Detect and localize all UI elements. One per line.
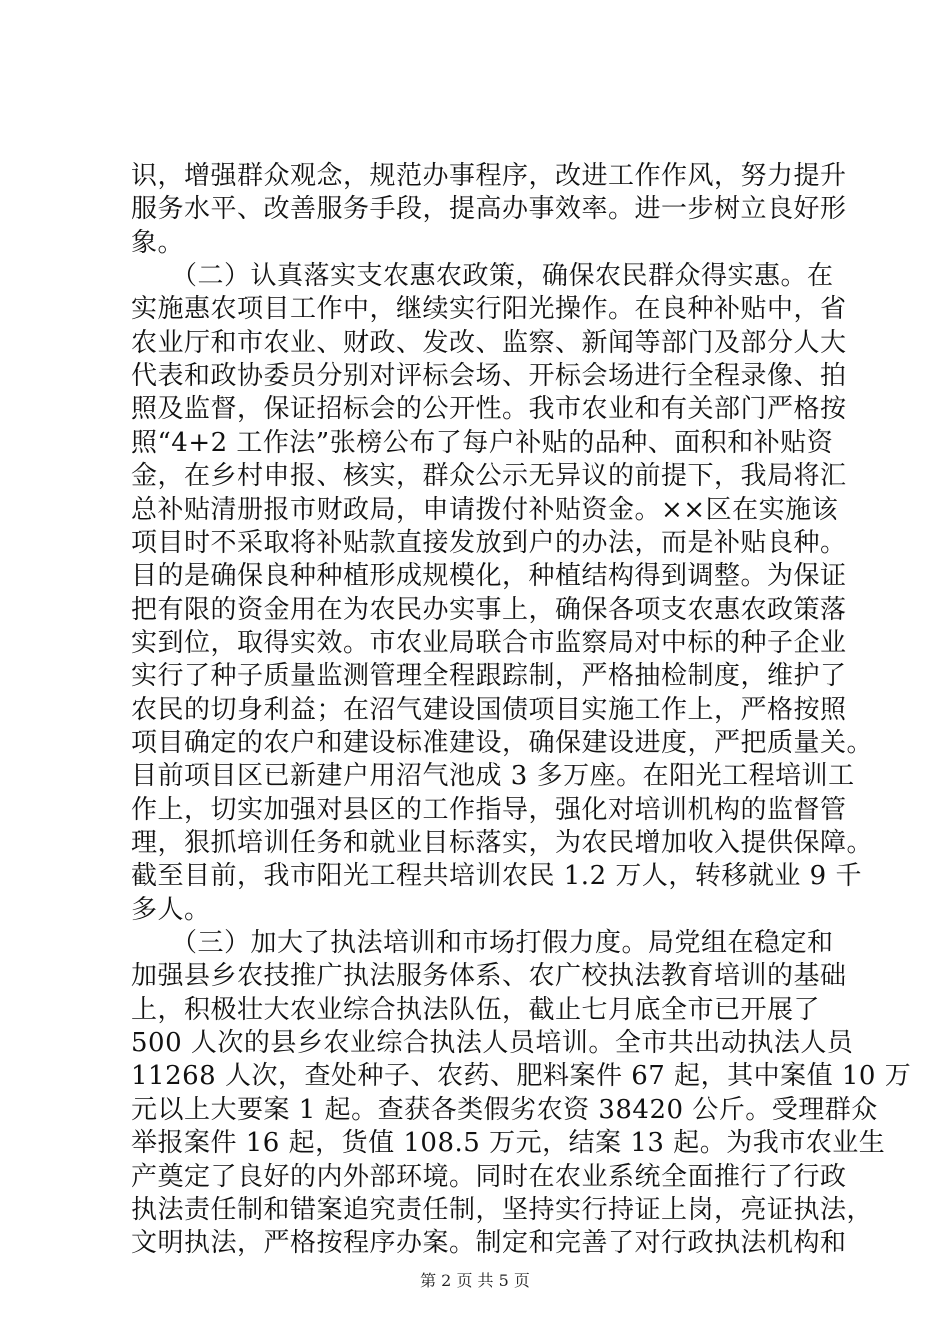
text-line: 元以上大要案 1 起。查获各类假劣农资 38420 公斤。受理群众: [131, 1094, 878, 1125]
text-line: 500 人次的县乡农业综合执法人员培训。全市共出动执法人员: [131, 1028, 854, 1059]
text-line: 实施惠农项目工作中，继续实行阳光操作。在良种补贴中，省: [131, 294, 847, 325]
text-line: 执法责任制和错案追究责任制，坚持实行持证上岗，亮证执法，: [131, 1194, 874, 1225]
text-line: 文明执法，严格按程序办案。制定和完善了对行政执法机构和: [131, 1228, 847, 1259]
text-line: 金，在乡村申报、核实，群众公示无异议的前提下，我局将汇: [131, 461, 847, 492]
text-line: 11268 人次，查处种子、农药、肥料案件 67 起，其中案值 10 万: [131, 1061, 912, 1092]
text-line: 理，狠抓培训任务和就业目标落实，为农民增加收入提供保障。: [131, 828, 874, 858]
text-line: 农民的切身利益；在沼气建设国债项目实施工作上，严格按照: [131, 694, 847, 725]
page-footer: 第 2 页 共 5 页: [420, 1271, 530, 1290]
text-line: 实到位，取得实效。市农业局联合市监察局对中标的种子企业: [131, 627, 847, 658]
text-line: 多人。: [131, 894, 211, 925]
text-line: 服务水平、改善服务手段，提高办事效率。进一步树立良好形: [131, 194, 847, 225]
text-line: 把有限的资金用在为农民办实事上，确保各项支农惠农政策落: [131, 594, 847, 625]
text-line: 作上，切实加强对县区的工作指导，强化对培训机构的监督管: [131, 794, 847, 825]
text-line: 识，增强群众观念，规范办事程序，改进工作作风，努力提升: [131, 161, 847, 191]
text-line: 产奠定了良好的内外部环境。同时在农业系统全面推行了行政: [131, 1161, 847, 1192]
text-line: 代表和政协委员分别对评标会场、开标会场进行全程录像、拍: [131, 361, 847, 392]
text-line: 照“4+2 工作法”张榜公布了每户补贴的品种、面积和补贴资: [131, 427, 834, 458]
text-line: （二）认真落实支农惠农政策，确保农民群众得实惠。在: [131, 261, 834, 292]
text-line: 截至目前，我市阳光工程共培训农民 1.2 万人，转移就业 9 千: [131, 861, 862, 892]
text-line: 项目确定的农户和建设标准建设，确保建设进度，严把质量关。: [131, 727, 874, 758]
text-line: （三）加大了执法培训和市场打假力度。局党组在稳定和: [131, 928, 834, 959]
text-line: 目的是确保良种种植形成规模化，种植结构得到调整。为保证: [131, 561, 847, 592]
text-line: 举报案件 16 起，货值 108.5 万元，结案 13 起。为我市农业生: [131, 1128, 886, 1159]
text-line: 象。: [131, 227, 185, 258]
text-line: 实行了种子质量监测管理全程跟踪制，严格抽检制度，维护了: [131, 661, 847, 692]
text-line: 加强县乡农技推广执法服务体系、农广校执法教育培训的基础: [131, 961, 847, 992]
text-line: 总补贴清册报市财政局，申请拨付补贴资金。××区在实施该: [131, 494, 839, 525]
text-line: 目前项目区已新建户用沼气池成 3 多万座。在阳光工程培训工: [131, 761, 855, 792]
text-line: 上，积极壮大农业综合执法队伍，截止七月底全市已开展了: [131, 994, 821, 1025]
text-line: 项目时不采取将补贴款直接发放到户的办法，而是补贴良种。: [131, 527, 847, 558]
text-line: 照及监督，保证招标会的公开性。我市农业和有关部门严格按: [131, 394, 847, 425]
text-line: 农业厅和市农业、财政、发改、监察、新闻等部门及部分人大: [131, 327, 847, 358]
